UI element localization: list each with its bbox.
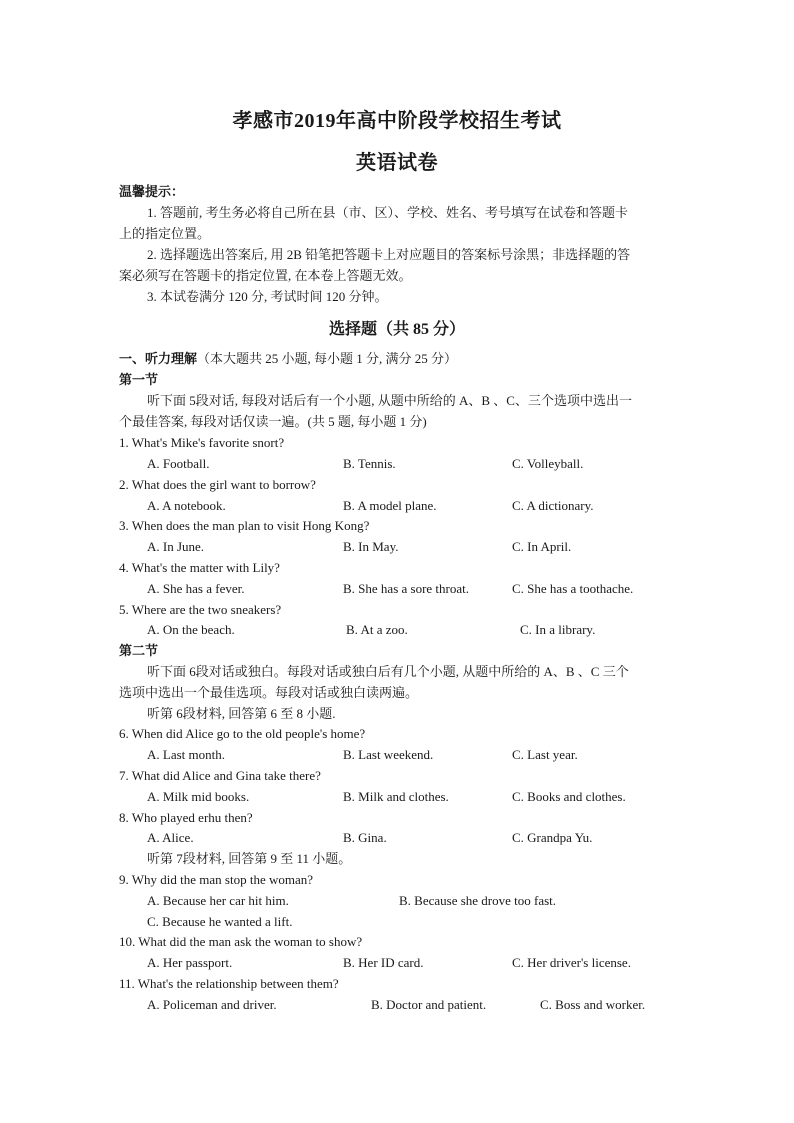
option-a: A. Her passport. (147, 955, 233, 970)
part-heading-label: 一、听力理解 (119, 351, 198, 366)
option-c: C. Boss and worker. (540, 997, 646, 1012)
tip-line: 1. 答题前, 考生务必将自己所在县（市、区）、学校、姓名、考号填写在试卷和答题卡 (147, 205, 629, 220)
option-c: C. In a library. (520, 622, 596, 637)
option-a: A. Last month. (147, 747, 225, 762)
option-c: C. Her driver's license. (512, 955, 631, 970)
section-two-instruction: 听下面 6段对话或独白。每段对话或独白后有几个小题, 从题中所给的 A、B 、C 三个 (147, 664, 629, 679)
question-stem: 11. What's the relationship between them? (119, 976, 339, 991)
section-one-instruction: 听下面 5段对话, 每段对话后有一个小题, 从题中所给的 A、B 、C、三个选项中选出一 (147, 393, 632, 408)
option-b: B. Last weekend. (343, 747, 434, 762)
material-note: 听第 7段材料, 回答第 9 至 11 小题。 (147, 851, 352, 866)
section-one-label: 第一节 (119, 372, 159, 387)
option-a: A. Football. (147, 456, 210, 471)
part-heading (119, 348, 679, 369)
question-stem: 7. What did Alice and Gina take there? (119, 768, 321, 783)
option-c: C. Grandpa Yu. (512, 830, 593, 845)
option-b: B. She has a sore throat. (343, 581, 470, 596)
option-c: C. In April. (512, 539, 572, 554)
section-one-instruction: 个最佳答案, 每段对话仅读一遍。(共 5 题, 每小题 1 分) (119, 414, 427, 429)
option-c: C. Because he wanted a lift. (147, 914, 293, 929)
option-b: B. Because she drove too fast. (399, 893, 557, 908)
option-b: B. Milk and clothes. (343, 789, 449, 804)
option-a: A. Alice. (147, 830, 194, 845)
option-b: B. Her ID card. (343, 955, 424, 970)
tip-line: 案必须写在答题卡的指定位置, 在本卷上答题无效。 (119, 268, 412, 283)
question-stem: 6. When did Alice go to the old people's home? (119, 726, 366, 741)
option-c: C. She has a toothache. (512, 581, 634, 596)
question-stem: 2. What does the girl want to borrow? (119, 477, 316, 492)
question-stem: 4. What's the matter with Lily? (119, 560, 280, 575)
option-c: C. A dictionary. (512, 498, 594, 513)
question-stem: 8. Who played erhu then? (119, 810, 253, 825)
part-heading-note: （本大题共 25 小题, 每小题 1 分, 满分 25 分） (197, 351, 458, 366)
section-two-instruction: 选项中选出一个最佳选项。每段对话或独白读两遍。 (119, 685, 419, 700)
option-a: A. Milk mid books. (147, 789, 250, 804)
option-b: B. Tennis. (343, 456, 396, 471)
option-a: A. A notebook. (147, 498, 226, 513)
option-b: B. Gina. (343, 830, 387, 845)
option-a: A. Because her car hit him. (147, 893, 289, 908)
tip-line: 上的指定位置。 (119, 226, 211, 241)
exam-subtitle: 英语试卷 (356, 152, 438, 174)
option-b: B. Doctor and patient. (371, 997, 487, 1012)
option-a: A. She has a fever. (147, 581, 245, 596)
tip-line: 2. 选择题选出答案后, 用 2B 铅笔把答题卡上对应题目的答案标号涂黑；非选择题的答 (147, 247, 631, 262)
option-c: C. Volleyball. (512, 456, 584, 471)
option-a: A. In June. (147, 539, 205, 554)
option-b: B. A model plane. (343, 498, 437, 513)
exam-title: 孝感市2019年高中阶段学校招生考试 (232, 110, 562, 132)
question-stem: 9. Why did the man stop the woman? (119, 872, 314, 887)
option-a: A. On the beach. (147, 622, 235, 637)
question-stem: 5. Where are the two sneakers? (119, 602, 282, 617)
tips-heading: 温馨提示： (119, 184, 185, 199)
question-stem: 1. What's Mike's favorite snort? (119, 435, 285, 450)
question-stem: 10. What did the man ask the woman to show? (119, 934, 363, 949)
section-title: 选择题（共 85 分） (328, 321, 465, 338)
option-c: C. Books and clothes. (512, 789, 626, 804)
option-a: A. Policeman and driver. (147, 997, 277, 1012)
option-b: B. In May. (343, 539, 399, 554)
material-note: 听第 6段材料, 回答第 6 至 8 小题. (147, 706, 336, 721)
option-b: B. At a zoo. (346, 622, 408, 637)
option-c: C. Last year. (512, 747, 578, 762)
question-stem: 3. When does the man plan to visit Hong Kong? (119, 518, 370, 533)
tip-line: 3. 本试卷满分 120 分, 考试时间 120 分钟。 (147, 289, 388, 304)
section-two-label: 第二节 (119, 643, 159, 658)
